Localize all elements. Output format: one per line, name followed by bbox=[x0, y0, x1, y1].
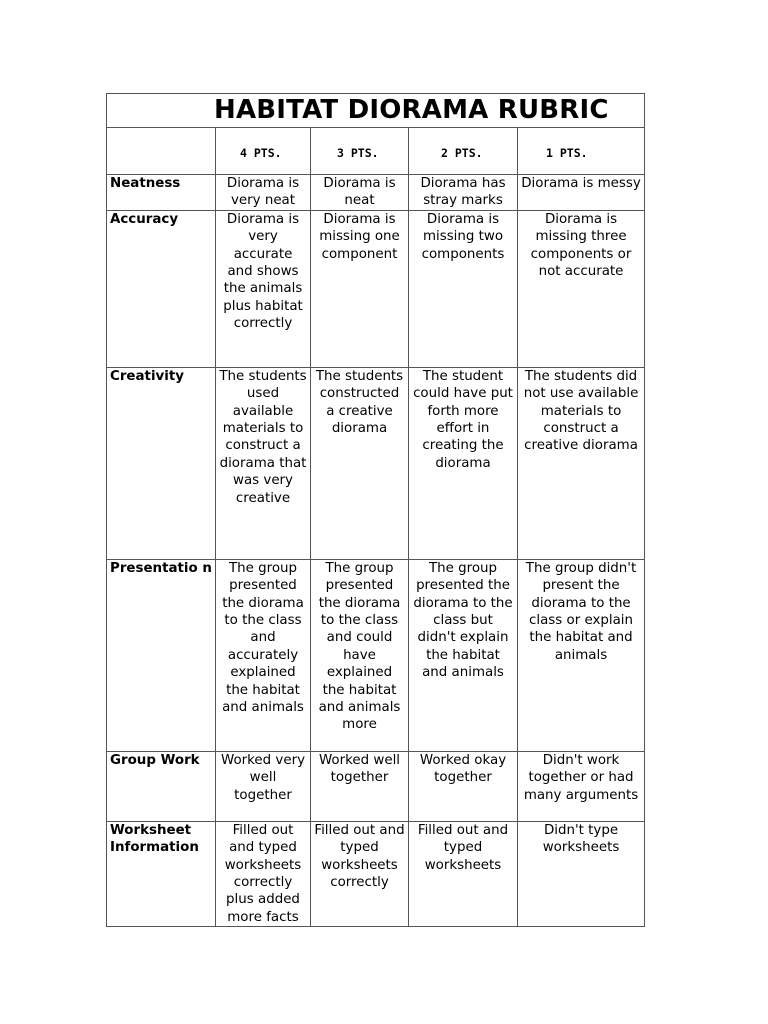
criteria-worksheet-information: Worksheet Information bbox=[107, 821, 216, 926]
column-header-4-pts: 4 PTS. bbox=[240, 146, 282, 160]
rubric-cell: The group presented the diorama to the class but didn't explain the habitat and animals bbox=[409, 559, 518, 751]
rubric-cell: The students constructed a creative diorama bbox=[311, 367, 409, 559]
column-header-3-pts: 3 PTS. bbox=[337, 146, 379, 160]
rubric-cell: The student could have put forth more effort in creating the diorama bbox=[409, 367, 518, 559]
rubric-cell: Worked well together bbox=[311, 751, 409, 821]
rubric-cell: The group presented the diorama to the class and accurately explained the habitat and animals bbox=[216, 559, 311, 751]
criteria-neatness: Neatness bbox=[107, 175, 216, 211]
rubric-cell: The students used available materials to construct a diorama that was very creative bbox=[216, 367, 311, 559]
table-row bbox=[107, 559, 645, 751]
rubric-cell: Diorama is missing one component bbox=[311, 210, 409, 367]
title-row bbox=[107, 94, 645, 128]
rubric-cell: Diorama is very accurate and shows the animals plus habitat correctly bbox=[216, 210, 311, 367]
rubric-table bbox=[106, 93, 645, 927]
header-cell-3pts bbox=[311, 128, 409, 175]
rubric-cell: Diorama has stray marks bbox=[409, 175, 518, 211]
criteria-presentation: Presentatio n bbox=[107, 559, 216, 751]
header-cell-2pts bbox=[409, 128, 518, 175]
table-row bbox=[107, 751, 645, 821]
title-cell bbox=[107, 94, 645, 128]
table-row bbox=[107, 210, 645, 367]
rubric-cell: Diorama is neat bbox=[311, 175, 409, 211]
rubric-cell: Didn't work together or had many arguments bbox=[518, 751, 645, 821]
table-row bbox=[107, 821, 645, 926]
page-title: HABITAT DIORAMA RUBRIC bbox=[214, 95, 609, 125]
rubric-cell: Worked okay together bbox=[409, 751, 518, 821]
rubric-cell: Filled out and typed worksheets correctly bbox=[311, 821, 409, 926]
table-row bbox=[107, 367, 645, 559]
rubric-cell: Diorama is very neat bbox=[216, 175, 311, 211]
rubric-cell: The group didn't present the diorama to the class or explain the habitat and animals bbox=[518, 559, 645, 751]
rubric-cell: Diorama is messy bbox=[518, 175, 645, 211]
rubric-cell: The group presented the diorama to the class and could have explained the habitat and animals more bbox=[311, 559, 409, 751]
criteria-creativity: Creativity bbox=[107, 367, 216, 559]
points-header-row bbox=[107, 128, 645, 175]
column-header-1-pts: 1 PTS. bbox=[546, 146, 588, 160]
criteria-group-work: Group Work bbox=[107, 751, 216, 821]
column-header-2-pts: 2 PTS. bbox=[441, 146, 483, 160]
header-blank-cell bbox=[107, 128, 216, 175]
rubric-cell: The students did not use available materials to construct a creative diorama bbox=[518, 367, 645, 559]
rubric-cell: Diorama is missing three components or not accurate bbox=[518, 210, 645, 367]
rubric-cell: Didn't type worksheets bbox=[518, 821, 645, 926]
criteria-accuracy: Accuracy bbox=[107, 210, 216, 367]
header-cell-4pts bbox=[216, 128, 311, 175]
table-row bbox=[107, 175, 645, 211]
rubric-cell: Worked very well together bbox=[216, 751, 311, 821]
rubric-cell: Diorama is missing two components bbox=[409, 210, 518, 367]
rubric-cell: Filled out and typed worksheets correctly plus added more facts bbox=[216, 821, 311, 926]
header-cell-1pts bbox=[518, 128, 645, 175]
rubric-cell: Filled out and typed worksheets bbox=[409, 821, 518, 926]
